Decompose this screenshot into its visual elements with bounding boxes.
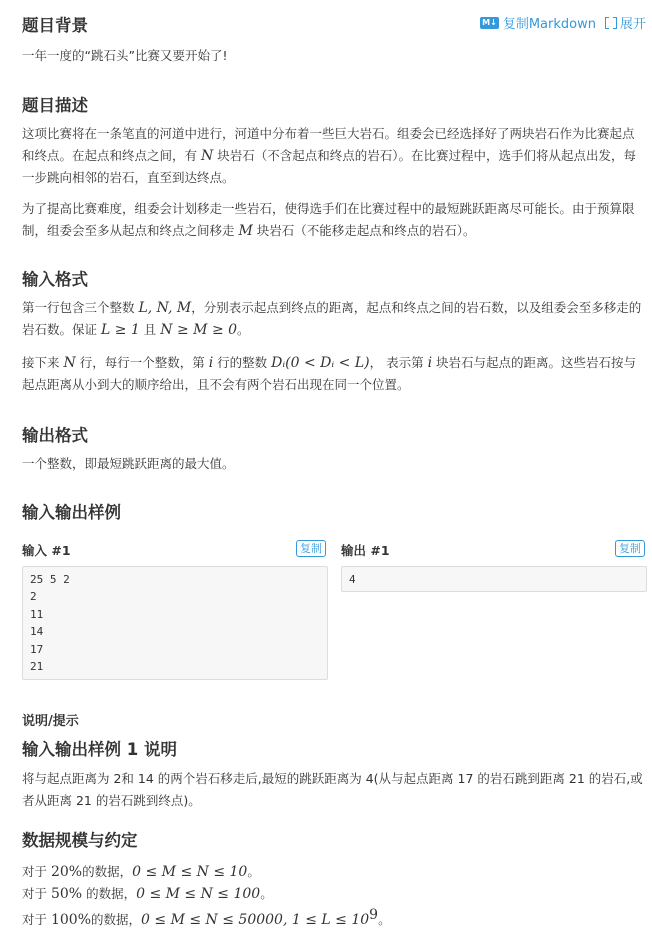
data-scale-heading: 数据规模与约定 <box>22 831 138 850</box>
copy-markdown-label: 复制Markdown <box>502 17 596 32</box>
output-format-text: 一个整数，即最短跳跃距离的最大值。 <box>22 456 235 471</box>
sample-output-box[interactable] <box>341 566 647 592</box>
markdown-icon: M↓ <box>482 17 497 27</box>
copy-markdown-button[interactable] <box>480 13 596 32</box>
expand-label: 展开 <box>619 17 646 32</box>
sample-input-line: 14 <box>30 625 44 639</box>
sample-input-label: 输入 #1 <box>22 543 71 558</box>
copy-output-button[interactable]: 复制 <box>615 540 645 557</box>
input-format-paragraph-2: 接下来 N 行，每行一个整数，第 i 行的整数 Dᵢ(0 < Dᵢ < L)， 表示第 i 块岩石与起点的距离。这些岩石按与起点距离从小到大的顺序给出，且不会有两个岩石出现在同一个位置。 <box>22 355 637 392</box>
expand-button[interactable] <box>606 13 646 32</box>
input-format-heading: 输入格式 <box>22 270 88 289</box>
sample-input-line: 25 5 2 <box>30 573 70 586</box>
sample-input-line: 2 <box>30 590 37 604</box>
data-scale-line-3: 对于 100%的数据，0 ≤ M ≤ N ≤ 50000, $1 \le L \le 10^9$。 <box>22 907 391 929</box>
data-scale-line-1: 对于 20%的数据，0 ≤ M ≤ N ≤ 10。 <box>22 864 260 880</box>
description-paragraph-2: 为了提高比赛难度，组委会计划移走一些岩石，使得选手们在比赛过程中的最短跳跃距离尽可能长。由于预算限制，组委会至多从起点和终点之间移走 M 块岩石（不能移走起点和终点的岩石）。 <box>22 201 635 239</box>
hint-label: 说明/提示 <box>22 714 79 729</box>
output-format-heading: 输出格式 <box>22 426 88 445</box>
sample-explanation-heading: 输入输出样例 1 说明 <box>22 740 177 759</box>
sample-input-line: 11 <box>30 607 44 621</box>
background-heading: 题目背景 <box>22 16 88 35</box>
description-paragraph-1: 这项比赛将在一条笔直的河道中进行，河道中分布着一些巨大岩石。组委会已经选择好了两块岩石作为比赛起点和终点。在起点和终点之间，有 N 块岩石（不含起点和终点的岩石）。在比赛过程中，选手们将从起点出发，每一步跳向相邻的岩石，直至到达终点。 <box>22 126 636 185</box>
toolbar <box>480 13 646 32</box>
input-format-paragraph-1: 第一行包含三个整数 L, N, M，分别表示起点到终点的距离，起点和终点之间的岩石数，以及组委会至多移走的岩石数。保证 L ≥ 1 且 N ≥ M ≥ 0。 <box>22 300 642 338</box>
copy-input-button[interactable]: 复制 <box>296 540 326 557</box>
data-scale-line-2: 对于 50% 的数据，0 ≤ M ≤ N ≤ 100。 <box>22 886 273 902</box>
sample-input-line: 17 <box>30 642 44 656</box>
sample-input-line: 21 <box>30 659 44 673</box>
expand-icon <box>606 18 616 28</box>
sample-explanation-text: 将与起点距离为 2和 14 的两个岩石移走后,最短的跳跃距离为 4(从与起点距离 17 的岩石跳到距离 21 的岩石,或者从距离 21 的岩石跳到终点)。 <box>22 771 643 808</box>
background-text: 一年一度的“跳石头”比赛又要开始了! <box>22 48 228 63</box>
samples-heading: 输入输出样例 <box>22 503 121 522</box>
sample-input-box[interactable] <box>22 566 328 680</box>
description-heading: 题目描述 <box>22 96 88 115</box>
sample-output-line: 4 <box>349 573 356 586</box>
sample-output-label: 输出 #1 <box>341 543 390 558</box>
